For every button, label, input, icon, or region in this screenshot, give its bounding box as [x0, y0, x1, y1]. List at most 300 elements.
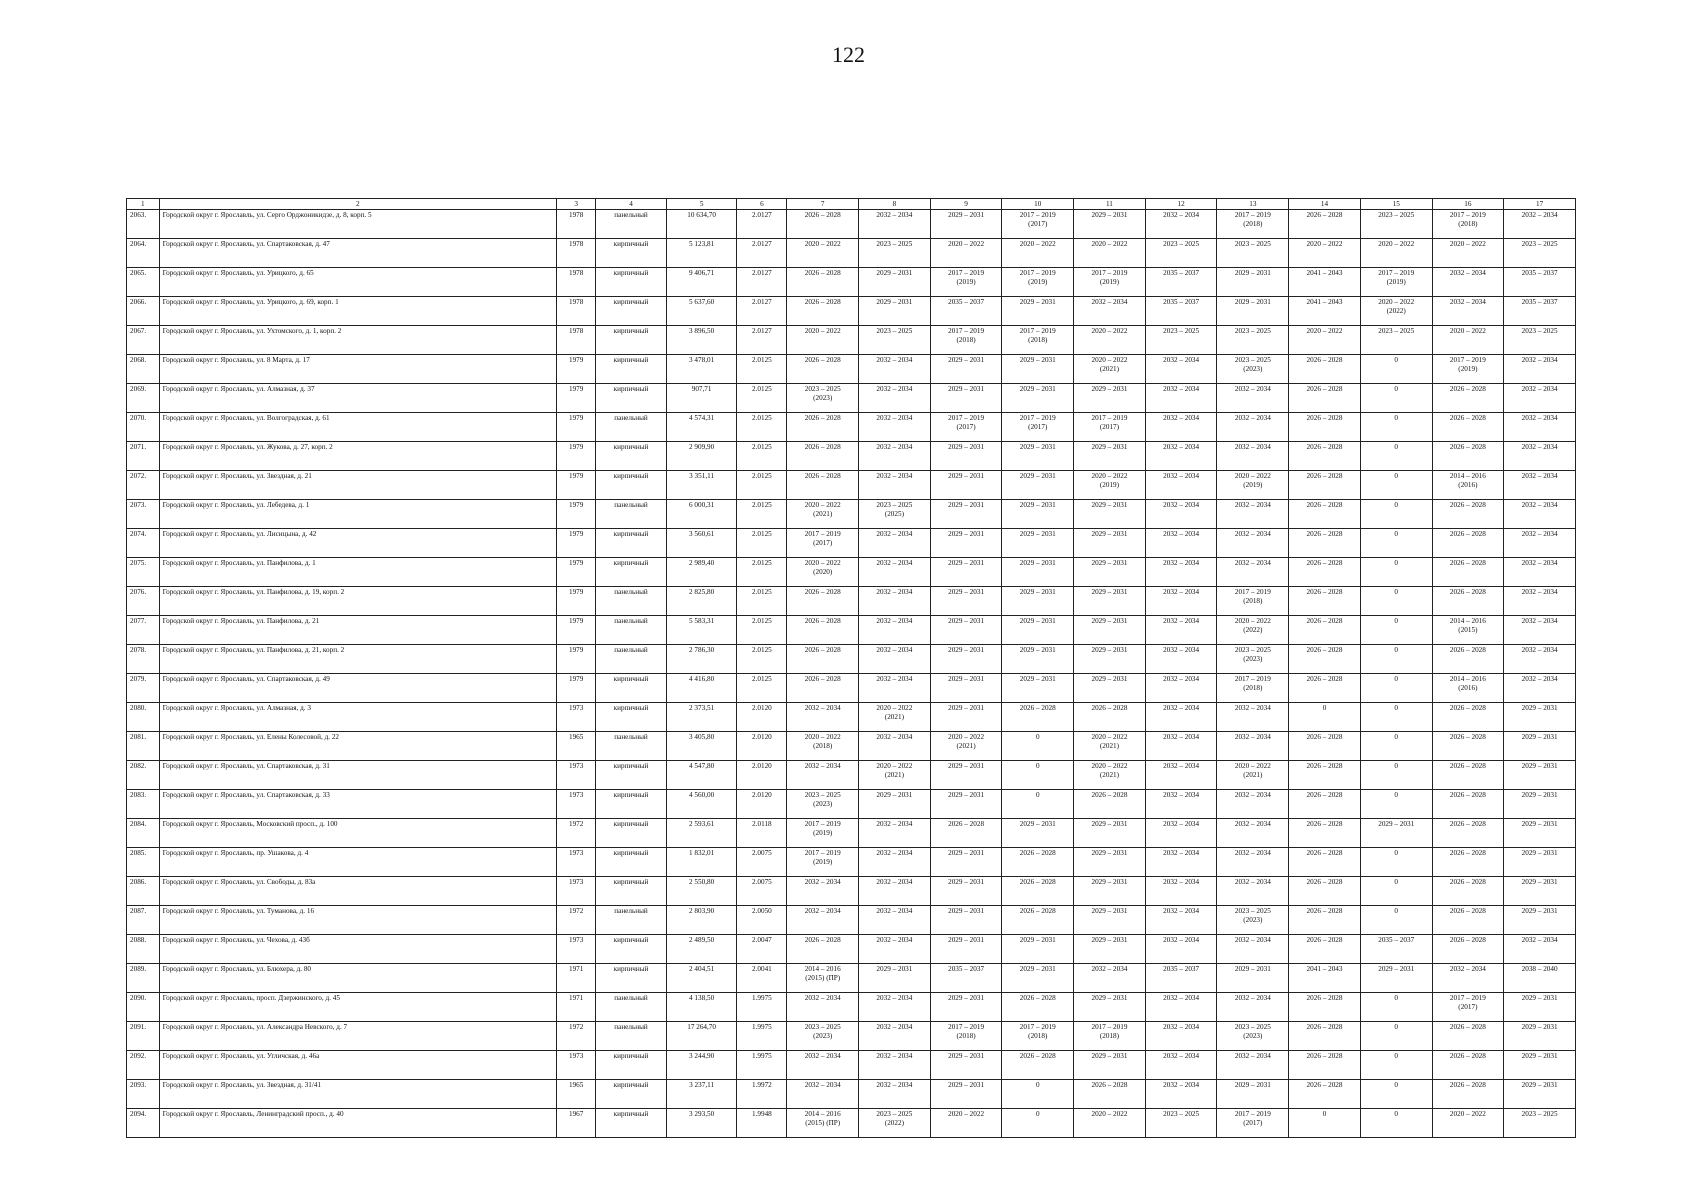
table-cell-col-1: 2069.: [127, 384, 160, 413]
table-cell-col-7: 2017 – 2019 (2017): [787, 529, 859, 558]
table-cell-col-7: 2026 – 2028: [787, 935, 859, 964]
table-cell-col-8: 2032 – 2034: [859, 355, 931, 384]
table-cell-col-3: 1972: [557, 819, 596, 848]
table-cell-col-5: 3 405,80: [666, 732, 737, 761]
table-cell-col-1: 2082.: [127, 761, 160, 790]
table-cell-col-8: 2032 – 2034: [859, 1022, 931, 1051]
table-cell-col-15: 0: [1360, 558, 1432, 587]
table-cell-col-2: Городской округ г. Ярославль, ул. Чехова, д. 43б: [159, 935, 557, 964]
table-cell-col-5: 4 574,31: [666, 413, 737, 442]
table-cell-col-11: 2020 – 2022 (2021): [1074, 761, 1146, 790]
table-cell-col-12: 2035 – 2037: [1145, 964, 1217, 993]
table-cell-col-11: 2026 – 2028: [1074, 703, 1146, 732]
table-cell-col-3: 1979: [557, 471, 596, 500]
table-cell-col-11: 2029 – 2031: [1074, 210, 1146, 239]
column-header-12: 12: [1145, 199, 1217, 210]
table-cell-col-17: 2032 – 2034: [1504, 935, 1576, 964]
table-cell-col-1: 2084.: [127, 819, 160, 848]
table-cell-col-17: 2032 – 2034: [1504, 471, 1576, 500]
table-cell-col-3: 1978: [557, 326, 596, 355]
table-cell-col-2: Городской округ г. Ярославль, ул. Звездная, д. 21: [159, 471, 557, 500]
table-cell-col-8: 2032 – 2034: [859, 442, 931, 471]
table-cell-col-7: 2026 – 2028: [787, 297, 859, 326]
table-cell-col-6: 2.0041: [737, 964, 787, 993]
table-cell-col-9: 2017 – 2019 (2017): [930, 413, 1002, 442]
table-cell-col-2: Городской округ г. Ярославль, ул. Александра Невского, д. 7: [159, 1022, 557, 1051]
table-cell-col-3: 1979: [557, 587, 596, 616]
table-cell-col-14: 2026 – 2028: [1289, 1022, 1361, 1051]
table-cell-col-6: 2.0127: [737, 268, 787, 297]
table-cell-col-1: 2074.: [127, 529, 160, 558]
table-cell-col-3: 1973: [557, 1051, 596, 1080]
table-cell-col-1: 2080.: [127, 703, 160, 732]
table-row: [127, 500, 1576, 529]
table-cell-col-14: 2026 – 2028: [1289, 674, 1361, 703]
table-cell-col-17: 2032 – 2034: [1504, 645, 1576, 674]
table-cell-col-17: 2023 – 2025: [1504, 1109, 1576, 1138]
table-cell-col-5: 2 825,80: [666, 587, 737, 616]
table-cell-col-10: 2029 – 2031: [1002, 355, 1074, 384]
table-cell-col-16: 2032 – 2034: [1432, 297, 1504, 326]
table-cell-col-8: 2032 – 2034: [859, 877, 931, 906]
column-header-2: 2: [159, 199, 557, 210]
table-cell-col-10: 2029 – 2031: [1002, 674, 1074, 703]
table-cell-col-4: панельный: [596, 500, 667, 529]
table-cell-col-16: 2026 – 2028: [1432, 1051, 1504, 1080]
table-cell-col-9: 2029 – 2031: [930, 471, 1002, 500]
table-cell-col-17: 2032 – 2034: [1504, 442, 1576, 471]
table-cell-col-14: 2026 – 2028: [1289, 558, 1361, 587]
table-cell-col-6: 2.0125: [737, 674, 787, 703]
table-cell-col-9: 2029 – 2031: [930, 355, 1002, 384]
table-cell-col-5: 9 406,71: [666, 268, 737, 297]
table-cell-col-8: 2023 – 2025 (2025): [859, 500, 931, 529]
table-cell-col-15: 2017 – 2019 (2019): [1360, 268, 1432, 297]
table-cell-col-12: 2032 – 2034: [1145, 703, 1217, 732]
table-cell-col-11: 2020 – 2022 (2021): [1074, 732, 1146, 761]
table-cell-col-2: Городской округ г. Ярославль, ул. Урицкого, д. 69, корп. 1: [159, 297, 557, 326]
table-row: [127, 616, 1576, 645]
table-cell-col-15: 2029 – 2031: [1360, 819, 1432, 848]
table-cell-col-1: 2071.: [127, 442, 160, 471]
table-cell-col-13: 2020 – 2022 (2019): [1217, 471, 1289, 500]
table-cell-col-11: 2029 – 2031: [1074, 935, 1146, 964]
table-cell-col-1: 2064.: [127, 239, 160, 268]
column-header-9: 9: [930, 199, 1002, 210]
table-cell-col-17: 2032 – 2034: [1504, 616, 1576, 645]
table-cell-col-3: 1973: [557, 848, 596, 877]
table-cell-col-12: 2032 – 2034: [1145, 790, 1217, 819]
table-cell-col-17: 2035 – 2037: [1504, 268, 1576, 297]
table-cell-col-2: Городской округ г. Ярославль, пр. Ушакова, д. 4: [159, 848, 557, 877]
table-cell-col-8: 2032 – 2034: [859, 1080, 931, 1109]
table-cell-col-15: 0: [1360, 413, 1432, 442]
table-cell-col-8: 2032 – 2034: [859, 935, 931, 964]
table-cell-col-7: 2026 – 2028: [787, 413, 859, 442]
table-cell-col-12: 2032 – 2034: [1145, 616, 1217, 645]
table-cell-col-4: кирпичный: [596, 442, 667, 471]
table-cell-col-4: кирпичный: [596, 1080, 667, 1109]
table-cell-col-12: 2032 – 2034: [1145, 1022, 1217, 1051]
table-cell-col-2: Городской округ г. Ярославль, ул. Алмазная, д. 3: [159, 703, 557, 732]
table-row: [127, 906, 1576, 935]
table-cell-col-5: 3 237,11: [666, 1080, 737, 1109]
table-cell-col-16: 2026 – 2028: [1432, 500, 1504, 529]
table-cell-col-17: 2029 – 2031: [1504, 848, 1576, 877]
table-row: [127, 732, 1576, 761]
table-cell-col-10: 2017 – 2019 (2017): [1002, 210, 1074, 239]
table-cell-col-16: 2014 – 2016 (2016): [1432, 674, 1504, 703]
table-cell-col-17: 2032 – 2034: [1504, 587, 1576, 616]
table-cell-col-1: 2087.: [127, 906, 160, 935]
table-cell-col-16: 2020 – 2022: [1432, 326, 1504, 355]
table-cell-col-9: 2029 – 2031: [930, 848, 1002, 877]
table-cell-col-4: панельный: [596, 732, 667, 761]
table-cell-col-2: Городской округ г. Ярославль, ул. Угличская, д. 46а: [159, 1051, 557, 1080]
table-cell-col-6: 2.0125: [737, 413, 787, 442]
table-cell-col-10: 2026 – 2028: [1002, 848, 1074, 877]
table-cell-col-7: 2020 – 2022 (2018): [787, 732, 859, 761]
table-cell-col-10: 2026 – 2028: [1002, 703, 1074, 732]
table-cell-col-6: 2.0127: [737, 210, 787, 239]
table-cell-col-5: 3 244,90: [666, 1051, 737, 1080]
table-cell-col-10: 2017 – 2019 (2017): [1002, 413, 1074, 442]
table-cell-col-11: 2029 – 2031: [1074, 819, 1146, 848]
table-cell-col-16: 2026 – 2028: [1432, 790, 1504, 819]
table-cell-col-13: 2029 – 2031: [1217, 1080, 1289, 1109]
table-cell-col-12: 2032 – 2034: [1145, 413, 1217, 442]
table-cell-col-7: 2032 – 2034: [787, 761, 859, 790]
table-cell-col-3: 1971: [557, 993, 596, 1022]
table-cell-col-15: 0: [1360, 848, 1432, 877]
table-cell-col-16: 2014 – 2016 (2015): [1432, 616, 1504, 645]
table-cell-col-7: 2032 – 2034: [787, 906, 859, 935]
table-row: [127, 877, 1576, 906]
table-cell-col-15: 0: [1360, 993, 1432, 1022]
table-cell-col-17: 2032 – 2034: [1504, 210, 1576, 239]
table-row: [127, 674, 1576, 703]
table-cell-col-11: 2026 – 2028: [1074, 790, 1146, 819]
table-cell-col-16: 2032 – 2034: [1432, 964, 1504, 993]
table-cell-col-6: 2.0125: [737, 529, 787, 558]
table-cell-col-7: 2026 – 2028: [787, 442, 859, 471]
table-cell-col-7: 2032 – 2034: [787, 1080, 859, 1109]
table-cell-col-3: 1979: [557, 500, 596, 529]
table-cell-col-9: 2029 – 2031: [930, 500, 1002, 529]
table-cell-col-5: 3 293,50: [666, 1109, 737, 1138]
table-cell-col-1: 2067.: [127, 326, 160, 355]
table-cell-col-4: кирпичный: [596, 355, 667, 384]
table-cell-col-6: 2.0125: [737, 384, 787, 413]
table-cell-col-4: кирпичный: [596, 761, 667, 790]
table-cell-col-1: 2063.: [127, 210, 160, 239]
table-cell-col-7: 2032 – 2034: [787, 877, 859, 906]
table-cell-col-3: 1979: [557, 442, 596, 471]
table-cell-col-17: 2029 – 2031: [1504, 819, 1576, 848]
table-cell-col-14: 2026 – 2028: [1289, 587, 1361, 616]
table-cell-col-13: 2032 – 2034: [1217, 384, 1289, 413]
table-cell-col-10: 2026 – 2028: [1002, 1051, 1074, 1080]
table-cell-col-17: 2029 – 2031: [1504, 1051, 1576, 1080]
table-cell-col-2: Городской округ г. Ярославль, ул. Свободы, д. 83а: [159, 877, 557, 906]
table-cell-col-4: кирпичный: [596, 819, 667, 848]
table-cell-col-2: Городской округ г. Ярославль, ул. Панфилова, д. 1: [159, 558, 557, 587]
table-cell-col-4: кирпичный: [596, 239, 667, 268]
table-cell-col-3: 1971: [557, 964, 596, 993]
table-row: [127, 355, 1576, 384]
table-cell-col-16: 2026 – 2028: [1432, 877, 1504, 906]
table-cell-col-14: 2041 – 2043: [1289, 297, 1361, 326]
table-cell-col-3: 1978: [557, 210, 596, 239]
table-cell-col-16: 2026 – 2028: [1432, 645, 1504, 674]
table-cell-col-14: 2026 – 2028: [1289, 616, 1361, 645]
table-cell-col-4: панельный: [596, 587, 667, 616]
table-cell-col-7: 2020 – 2022: [787, 326, 859, 355]
table-cell-col-1: 2072.: [127, 471, 160, 500]
table-cell-col-9: 2029 – 2031: [930, 529, 1002, 558]
table-row: [127, 442, 1576, 471]
table-cell-col-16: 2026 – 2028: [1432, 558, 1504, 587]
table-header: [127, 199, 1576, 210]
table-cell-col-2: Городской округ г. Ярославль, Московский просп., д. 100: [159, 819, 557, 848]
table-cell-col-17: 2023 – 2025: [1504, 326, 1576, 355]
table-cell-col-8: 2023 – 2025: [859, 326, 931, 355]
table-cell-col-5: 3 896,50: [666, 326, 737, 355]
table-cell-col-5: 6 000,31: [666, 500, 737, 529]
table-cell-col-15: 0: [1360, 732, 1432, 761]
table-cell-col-8: 2032 – 2034: [859, 413, 931, 442]
table-cell-col-13: 2029 – 2031: [1217, 964, 1289, 993]
table-cell-col-13: 2032 – 2034: [1217, 442, 1289, 471]
table-cell-col-5: 2 803,90: [666, 906, 737, 935]
table-cell-col-7: 2020 – 2022 (2020): [787, 558, 859, 587]
table-cell-col-15: 2020 – 2022: [1360, 239, 1432, 268]
table-cell-col-12: 2032 – 2034: [1145, 558, 1217, 587]
table-cell-col-17: 2029 – 2031: [1504, 1080, 1576, 1109]
table-cell-col-17: 2032 – 2034: [1504, 558, 1576, 587]
table-cell-col-6: 1.9975: [737, 1051, 787, 1080]
table-cell-col-4: кирпичный: [596, 1051, 667, 1080]
table-cell-col-15: 0: [1360, 674, 1432, 703]
table-cell-col-13: 2023 – 2025: [1217, 326, 1289, 355]
table-cell-col-8: 2020 – 2022 (2021): [859, 761, 931, 790]
table-cell-col-7: 2032 – 2034: [787, 1051, 859, 1080]
table-cell-col-9: 2029 – 2031: [930, 645, 1002, 674]
table-row: [127, 1080, 1576, 1109]
table-cell-col-15: 0: [1360, 906, 1432, 935]
table-cell-col-15: 0: [1360, 877, 1432, 906]
table-cell-col-13: 2032 – 2034: [1217, 1051, 1289, 1080]
table-cell-col-5: 907,71: [666, 384, 737, 413]
table-cell-col-9: 2029 – 2031: [930, 616, 1002, 645]
table-cell-col-14: 2026 – 2028: [1289, 732, 1361, 761]
table-cell-col-8: 2032 – 2034: [859, 645, 931, 674]
table-cell-col-3: 1979: [557, 645, 596, 674]
table-cell-col-13: 2023 – 2025 (2023): [1217, 1022, 1289, 1051]
table-cell-col-5: 4 560,00: [666, 790, 737, 819]
table-row: [127, 993, 1576, 1022]
table-cell-col-10: 2029 – 2031: [1002, 645, 1074, 674]
table-cell-col-11: 2017 – 2019 (2019): [1074, 268, 1146, 297]
table-cell-col-3: 1979: [557, 674, 596, 703]
table-cell-col-16: 2017 – 2019 (2018): [1432, 210, 1504, 239]
table-cell-col-7: 2023 – 2025 (2023): [787, 790, 859, 819]
table-cell-col-16: 2017 – 2019 (2017): [1432, 993, 1504, 1022]
table-cell-col-5: 5 583,31: [666, 616, 737, 645]
table-cell-col-15: 0: [1360, 1109, 1432, 1138]
table-cell-col-4: панельный: [596, 616, 667, 645]
table-cell-col-9: 2029 – 2031: [930, 210, 1002, 239]
table-cell-col-2: Городской округ г. Ярославль, ул. Спартаковская, д. 47: [159, 239, 557, 268]
table-cell-col-3: 1973: [557, 703, 596, 732]
table-cell-col-12: 2023 – 2025: [1145, 239, 1217, 268]
table-cell-col-13: 2032 – 2034: [1217, 732, 1289, 761]
column-header-14: 14: [1289, 199, 1361, 210]
table-cell-col-4: кирпичный: [596, 471, 667, 500]
table-cell-col-4: кирпичный: [596, 268, 667, 297]
table-cell-col-7: 2014 – 2016 (2015) (ПР): [787, 964, 859, 993]
table-cell-col-10: 0: [1002, 1109, 1074, 1138]
table-cell-col-4: панельный: [596, 1022, 667, 1051]
table-cell-col-17: 2029 – 2031: [1504, 790, 1576, 819]
table-row: [127, 848, 1576, 877]
table-cell-col-15: 2023 – 2025: [1360, 326, 1432, 355]
table-cell-col-4: панельный: [596, 993, 667, 1022]
table-cell-col-10: 2017 – 2019 (2018): [1002, 1022, 1074, 1051]
table-cell-col-9: 2020 – 2022: [930, 239, 1002, 268]
table-cell-col-5: 4 547,80: [666, 761, 737, 790]
table-cell-col-16: 2026 – 2028: [1432, 935, 1504, 964]
table-cell-col-13: 2017 – 2019 (2018): [1217, 674, 1289, 703]
table-row: [127, 761, 1576, 790]
table-cell-col-16: 2026 – 2028: [1432, 587, 1504, 616]
table-cell-col-16: 2026 – 2028: [1432, 1080, 1504, 1109]
table-cell-col-14: 2026 – 2028: [1289, 355, 1361, 384]
table-cell-col-10: 2029 – 2031: [1002, 384, 1074, 413]
table-cell-col-11: 2029 – 2031: [1074, 993, 1146, 1022]
table-cell-col-12: 2032 – 2034: [1145, 384, 1217, 413]
table-row: [127, 587, 1576, 616]
table-cell-col-17: 2032 – 2034: [1504, 384, 1576, 413]
table-cell-col-7: 2032 – 2034: [787, 703, 859, 732]
table-cell-col-12: 2032 – 2034: [1145, 1051, 1217, 1080]
table-cell-col-15: 0: [1360, 616, 1432, 645]
table-cell-col-3: 1979: [557, 529, 596, 558]
table-cell-col-2: Городской округ г. Ярославль, ул. Урицкого, д. 65: [159, 268, 557, 297]
table-cell-col-2: Городской округ г. Ярославль, ул. Серго Орджоникидзе, д. 8, корп. 5: [159, 210, 557, 239]
table-cell-col-4: панельный: [596, 210, 667, 239]
table-row: [127, 819, 1576, 848]
table-cell-col-12: 2035 – 2037: [1145, 268, 1217, 297]
table-cell-col-1: 2065.: [127, 268, 160, 297]
table-cell-col-12: 2023 – 2025: [1145, 1109, 1217, 1138]
table-cell-col-1: 2079.: [127, 674, 160, 703]
table-cell-col-9: 2029 – 2031: [930, 761, 1002, 790]
table-cell-col-5: 2 909,90: [666, 442, 737, 471]
table-cell-col-2: Городской округ г. Ярославль, ул. Волгоградская, д. 61: [159, 413, 557, 442]
table-cell-col-9: 2029 – 2031: [930, 906, 1002, 935]
table-cell-col-1: 2076.: [127, 587, 160, 616]
table-cell-col-15: 0: [1360, 355, 1432, 384]
table-cell-col-8: 2032 – 2034: [859, 210, 931, 239]
table-cell-col-13: 2029 – 2031: [1217, 297, 1289, 326]
table-cell-col-5: 2 989,40: [666, 558, 737, 587]
table-cell-col-5: 3 478,01: [666, 355, 737, 384]
table-cell-col-11: 2020 – 2022: [1074, 326, 1146, 355]
table-cell-col-3: 1973: [557, 877, 596, 906]
table-cell-col-14: 2020 – 2022: [1289, 239, 1361, 268]
table-cell-col-16: 2026 – 2028: [1432, 413, 1504, 442]
table-cell-col-15: 0: [1360, 384, 1432, 413]
table-cell-col-10: 2017 – 2019 (2018): [1002, 326, 1074, 355]
table-cell-col-10: 2020 – 2022: [1002, 239, 1074, 268]
table-cell-col-10: 2026 – 2028: [1002, 877, 1074, 906]
column-header-15: 15: [1360, 199, 1432, 210]
table-row: [127, 1109, 1576, 1138]
table-cell-col-12: 2032 – 2034: [1145, 645, 1217, 674]
table-cell-col-11: 2029 – 2031: [1074, 558, 1146, 587]
table-cell-col-9: 2017 – 2019 (2018): [930, 1022, 1002, 1051]
table-cell-col-10: 0: [1002, 1080, 1074, 1109]
table-cell-col-4: кирпичный: [596, 848, 667, 877]
table-cell-col-10: 2017 – 2019 (2019): [1002, 268, 1074, 297]
table-cell-col-10: 2029 – 2031: [1002, 558, 1074, 587]
table-cell-col-15: 2035 – 2037: [1360, 935, 1432, 964]
table-cell-col-14: 2026 – 2028: [1289, 993, 1361, 1022]
table-cell-col-5: 4 138,50: [666, 993, 737, 1022]
table-cell-col-2: Городской округ г. Ярославль, ул. Звездная, д. 31/41: [159, 1080, 557, 1109]
table-row: [127, 645, 1576, 674]
table-cell-col-13: 2023 – 2025 (2023): [1217, 355, 1289, 384]
table-cell-col-14: 2020 – 2022: [1289, 326, 1361, 355]
column-header-5: 5: [666, 199, 737, 210]
table-cell-col-3: 1967: [557, 1109, 596, 1138]
table-cell-col-1: 2091.: [127, 1022, 160, 1051]
table-cell-col-11: 2029 – 2031: [1074, 616, 1146, 645]
table-cell-col-17: 2029 – 2031: [1504, 732, 1576, 761]
table-cell-col-16: 2026 – 2028: [1432, 732, 1504, 761]
table-cell-col-6: 2.0120: [737, 732, 787, 761]
table-cell-col-2: Городской округ г. Ярославль, ул. Спартаковская, д. 33: [159, 790, 557, 819]
table-cell-col-16: 2026 – 2028: [1432, 529, 1504, 558]
table-row: [127, 1051, 1576, 1080]
table-cell-col-17: 2029 – 2031: [1504, 906, 1576, 935]
table-cell-col-8: 2032 – 2034: [859, 1051, 931, 1080]
table-cell-col-8: 2032 – 2034: [859, 616, 931, 645]
table-row: [127, 297, 1576, 326]
table-cell-col-16: 2026 – 2028: [1432, 819, 1504, 848]
table-cell-col-15: 0: [1360, 529, 1432, 558]
table-cell-col-17: 2029 – 2031: [1504, 703, 1576, 732]
table-cell-col-13: 2017 – 2019 (2017): [1217, 1109, 1289, 1138]
table-cell-col-7: 2032 – 2034: [787, 993, 859, 1022]
table-cell-col-11: 2029 – 2031: [1074, 587, 1146, 616]
table-cell-col-13: 2017 – 2019 (2018): [1217, 587, 1289, 616]
table-cell-col-1: 2086.: [127, 877, 160, 906]
table-cell-col-5: 5 637,60: [666, 297, 737, 326]
table-cell-col-12: 2032 – 2034: [1145, 587, 1217, 616]
table-cell-col-9: 2029 – 2031: [930, 674, 1002, 703]
table-cell-col-6: 2.0125: [737, 500, 787, 529]
table-cell-col-14: 2026 – 2028: [1289, 529, 1361, 558]
table-cell-col-16: 2026 – 2028: [1432, 761, 1504, 790]
table-cell-col-5: 10 634,70: [666, 210, 737, 239]
table-cell-col-11: 2029 – 2031: [1074, 500, 1146, 529]
table-cell-col-8: 2020 – 2022 (2021): [859, 703, 931, 732]
table-cell-col-14: 2041 – 2043: [1289, 964, 1361, 993]
table-cell-col-2: Городской округ г. Ярославль, ул. 8 Марта, д. 17: [159, 355, 557, 384]
table-cell-col-12: 2032 – 2034: [1145, 761, 1217, 790]
